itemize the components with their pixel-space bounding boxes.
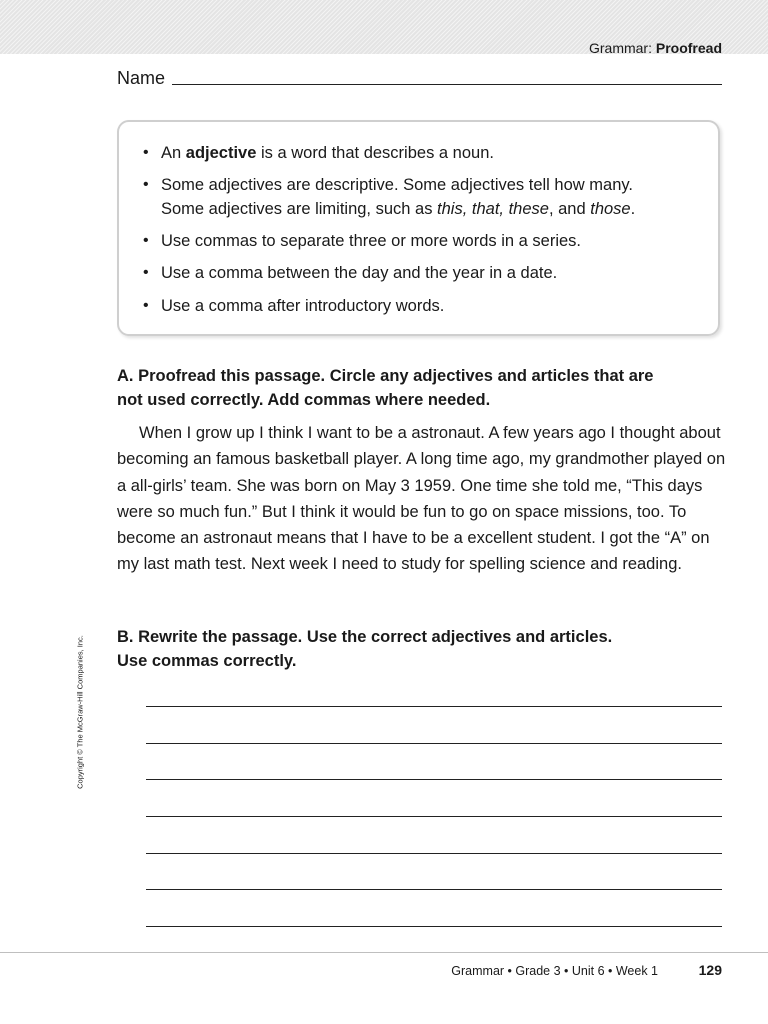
rule-item (143, 173, 713, 221)
answer-line[interactable] (146, 926, 722, 927)
rule-item (143, 141, 713, 165)
bullet-icon: • (143, 264, 149, 281)
section-b-line: B. Rewrite the passage. Use the correct adjectives and articles. (117, 628, 613, 646)
name-row (117, 68, 722, 88)
section-a-line: not used correctly. Add commas where needed. (117, 391, 491, 409)
rule-text: Use a comma between the day and the year in a date. (161, 264, 558, 282)
bullet-icon: • (143, 232, 149, 249)
bullet-icon: • (143, 144, 149, 161)
section-b-line: Use commas correctly. (117, 652, 297, 670)
header-section: Grammar: (588, 40, 652, 56)
rule-keyword: adjective (185, 144, 257, 162)
page-number: 129 (698, 962, 722, 978)
rule-text: Some adjectives are limiting, such as (161, 200, 438, 218)
rule-text-line2 (161, 197, 713, 221)
copyright-notice: Copyright © The McGraw-Hill Companies, Inc. (75, 635, 85, 789)
section-a-line: A. Proofread this passage. Circle any adjectives and articles that are (117, 367, 654, 385)
answer-line[interactable] (146, 779, 722, 780)
footer-text: Grammar • Grade 3 • Unit 6 • Week 1 (451, 964, 658, 978)
page-header (589, 40, 722, 56)
answer-line[interactable] (146, 743, 722, 744)
rule-text: Use a comma after introductory words. (161, 297, 445, 315)
answer-line[interactable] (146, 706, 722, 707)
rule-text: is a word that describes a noun. (256, 144, 494, 162)
rule-text: . (630, 200, 636, 218)
rule-item (143, 294, 713, 318)
rule-item (143, 229, 713, 253)
proofread-passage[interactable]: When I grow up I think I want to be a astronaut. A few years ago I thought about becoming an famous basketball player. A long time ago, my grandmother played on a all-girls’ team. She was born on May 3 1959. One time she told me, “This days were so much fun.” But I think it would be fun to go on space missions, too. To become an astronaut means that I have to be a excellent student. I got the “A” on my last math test. Next week I need to study for spelling science and reading. (117, 424, 726, 574)
rule-example: this, that, these (437, 200, 549, 218)
bullet-icon: • (143, 297, 149, 314)
rule-item (143, 261, 713, 285)
rule-example: those (590, 200, 631, 218)
rule-text: Use commas to separate three or more words in a series. (161, 232, 582, 250)
answer-line[interactable] (146, 853, 722, 854)
section-b-instructions (117, 625, 737, 673)
header-topic: Proofread (655, 40, 722, 56)
rule-text: Some adjectives are descriptive. Some adjectives tell how many. (161, 176, 633, 194)
rule-text: An (161, 144, 186, 162)
rule-text: , and (548, 200, 591, 218)
grammar-rules-box (117, 120, 720, 336)
section-a-instructions (117, 364, 737, 412)
footer-divider (0, 952, 768, 953)
name-label: Name (117, 68, 166, 88)
bullet-icon: • (143, 176, 149, 193)
name-write-line[interactable] (172, 84, 722, 85)
answer-line[interactable] (146, 889, 722, 890)
answer-line[interactable] (146, 816, 722, 817)
